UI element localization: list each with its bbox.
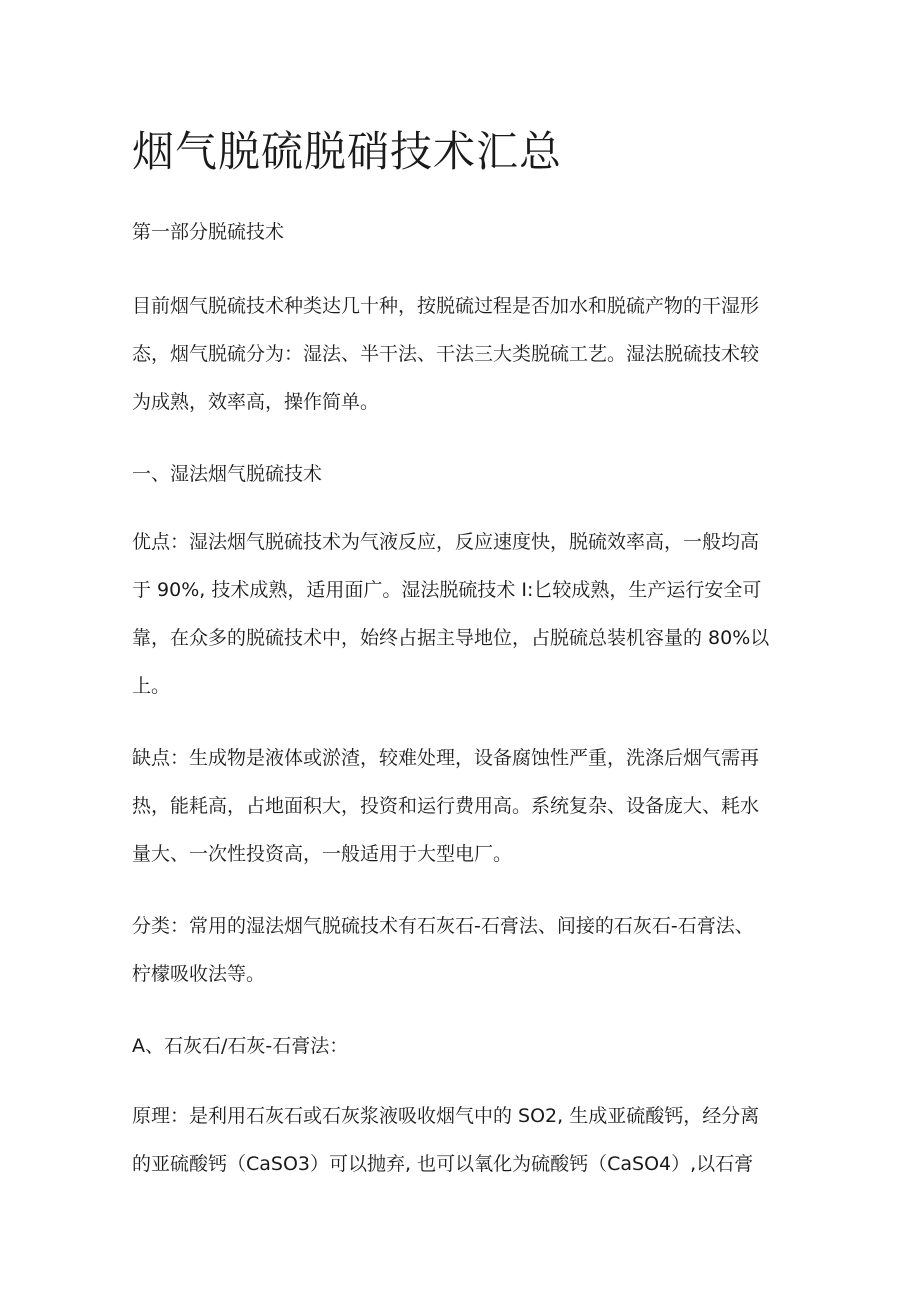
text-line: 原理：是利用石灰石或石灰浆液吸收烟气中的 SO2, 生成亚硫酸钙，经分离 [132, 1105, 760, 1127]
text-line: 柠檬吸收法等。 [132, 963, 266, 985]
disadvantages-paragraph [132, 734, 808, 878]
text-line: 量大、一次性投资高，一般适用于大型电厂。 [132, 843, 513, 865]
text-line: 于 90%, 技术成熟，适用面广。湿法脱硫技术 I:匕较成熟，生产运行安全可 [132, 579, 762, 601]
method-a-heading [132, 1022, 808, 1070]
part-heading [132, 208, 808, 256]
classification-paragraph [132, 902, 808, 998]
text-line: 靠，在众多的脱硫技术中，始终占据主导地位，占脱硫总装机容量的 80%以 [132, 627, 770, 649]
text-line: 为成熟，效率高，操作简单。 [132, 391, 380, 413]
section-heading [132, 450, 808, 498]
text-line: 缺点：生成物是液体或淤渣，较难处理，设备腐蚀性严重，洗涤后烟气需再 [132, 747, 760, 769]
advantages-paragraph [132, 518, 808, 710]
text-line: A、石灰石/石灰-石膏法： [132, 1035, 349, 1057]
text-line: 上。 [132, 675, 171, 697]
text-line: 第一部分脱硫技术 [132, 221, 285, 243]
text-line: 热，能耗高，占地面积大，投资和运行费用高。系统复杂、设备庞大、耗水 [132, 795, 760, 817]
text-line: 的亚硫酸钙（CaSO3）可以抛弃, 也可以氧化为硫酸钙（CaSO4）,以石膏 [132, 1153, 754, 1175]
text-line: 目前烟气脱硫技术种类达几十种，按脱硫过程是否加水和脱硫产物的干湿形 [132, 295, 760, 317]
text-line: 态，烟气脱硫分为：湿法、半干法、干法三大类脱硫工艺。湿法脱硫技术较 [132, 343, 760, 365]
principle-paragraph [132, 1092, 808, 1188]
document-title: 烟气脱硫脱硝技术汇总 [132, 127, 563, 176]
text-line: 优点：湿法烟气脱硫技术为气液反应，反应速度快，脱硫效率高，一般均高 [132, 531, 760, 553]
text-line: 分类：常用的湿法烟气脱硫技术有石灰石-石膏法、间接的石灰石-石膏法、 [132, 915, 754, 937]
intro-paragraph [132, 282, 808, 426]
text-line: 一、湿法烟气脱硫技术 [132, 463, 323, 485]
